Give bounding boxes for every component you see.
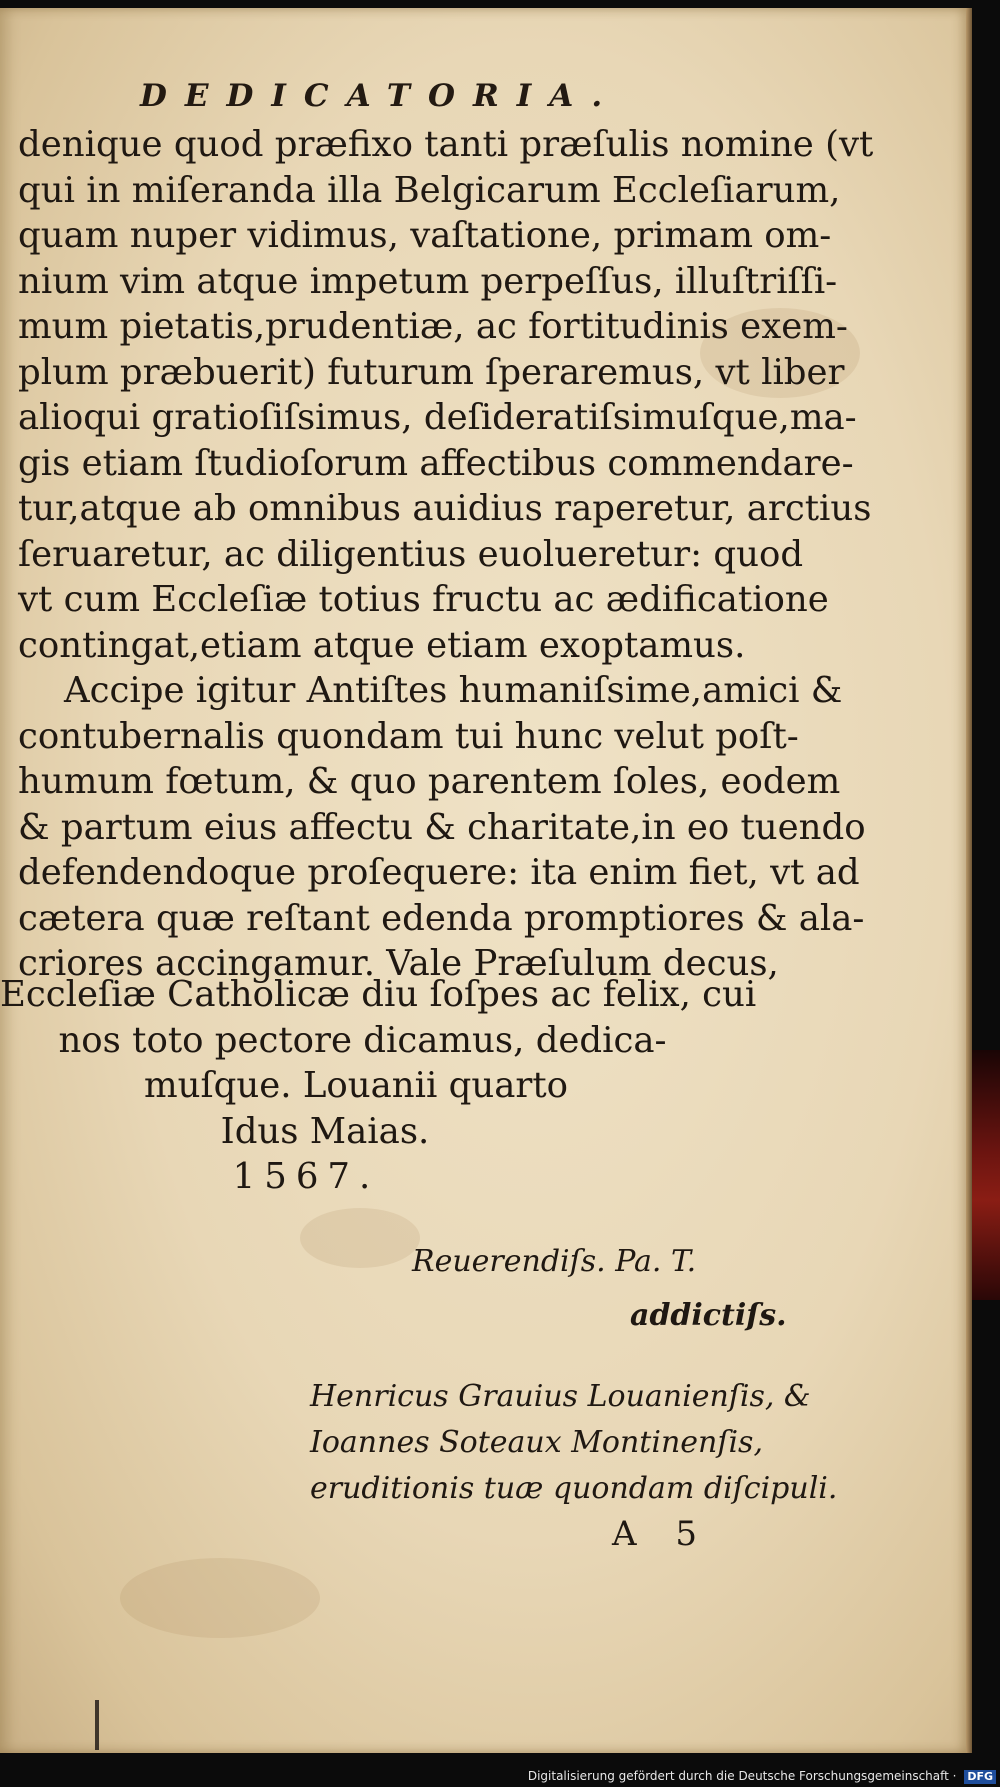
text-line: Accipe igitur Antiſtes humaniſsime,amici & (64, 670, 843, 711)
closing-block (0, 972, 880, 1200)
text-line: ſeruaretur, ac diligentius euolueretur: quod (18, 533, 804, 575)
page-edge (966, 8, 972, 1753)
text-line: humum fœtum, & quo parentem ſoles, eodem (18, 761, 841, 802)
text-line: & partum eius affectu & charitate,in eo tuendo (18, 806, 866, 848)
text-line: gis etiam ſtudioſorum affectibus commendare- (18, 442, 854, 484)
closing-date: 1567. (232, 1156, 380, 1197)
footer-credit: Digitalisierung gefördert durch die Deutsche Forschungsgemeinschaft · (527, 1769, 957, 1783)
closing-line: nos toto pectore dicamus, dedica- (58, 1019, 667, 1061)
text-line: defendendoque proſequere: ita enim fiet, vt ad (18, 852, 860, 893)
text-line: denique quod præfixo tanti præſulis nomine (vt (18, 124, 874, 165)
text-line: vt cum Eccleſiæ totius fructu ac ædificatione (18, 579, 829, 620)
text-line: quam nuper vidimus, vaſtatione, primam om- (18, 215, 832, 256)
author-line: Ioannes Soteaux Montinenſis, (310, 1425, 763, 1460)
binding-mark (95, 1700, 99, 1750)
signoff-line-2: addictiſs. (630, 1298, 787, 1333)
text-line: criores accingamur. Vale Præſulum decus, (18, 943, 779, 984)
author-names (310, 1374, 837, 1512)
closing-line: Eccleſiæ Catholicæ diu ſoſpes ac felix, cui (0, 974, 757, 1015)
body-text (18, 122, 874, 987)
text-line: alioqui gratioſiſsimus, deſideratiſsimuſque,ma- (18, 397, 857, 438)
running-head: DEDICATORIA. (140, 78, 621, 114)
digitization-footer (0, 1765, 1000, 1787)
author-line: Henricus Grauius Louanienſis, & (310, 1379, 811, 1414)
text-line: tur,atque ab omnibus auidius raperetur, arctius (18, 488, 872, 529)
text-line: qui in miſeranda illa Belgicarum Eccleſiarum, (18, 169, 841, 211)
author-line: eruditionis tuæ quondam diſcipuli. (310, 1471, 838, 1506)
text-line: cætera quæ reſtant edenda promptiores & ala- (18, 897, 865, 939)
signature-mark: A 5 (612, 1514, 711, 1554)
text-line: nium vim atque impetum perpeſſus, illuſtriſſi- (18, 260, 838, 302)
dfg-logo: DFG (964, 1770, 996, 1784)
text-line: contingat,etiam atque etiam exoptamus. (18, 624, 746, 666)
text-line: mum pietatis,prudentiæ, ac fortitudinis exem- (18, 306, 848, 347)
text-line: plum præbuerit) futurum ſperaremus, vt liber (18, 351, 845, 393)
closing-line: Idus Maias. (220, 1110, 430, 1152)
text-line: contubernalis quondam tui hunc velut poſt- (18, 715, 799, 757)
signoff-line-1: Reuerendiſs. Pa. T. (412, 1244, 697, 1279)
closing-line: muſque. Louanii quarto (143, 1065, 569, 1106)
